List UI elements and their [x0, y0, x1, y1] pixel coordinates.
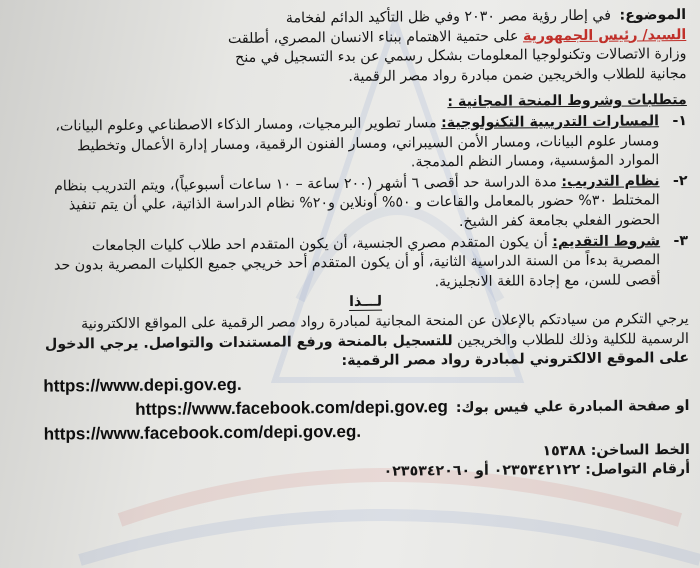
contact-label: أرقام التواصل:	[585, 461, 691, 479]
facebook-link[interactable]: https://www.facebook.com/depi.gov.eg	[135, 396, 448, 419]
item-number: ١-	[672, 112, 688, 130]
requirement-item-2	[41, 172, 687, 236]
subject-line-2: على حتمية الاهتمام ببناء الانسان المصري، أطلقت	[227, 28, 519, 47]
requirement-item-1	[41, 112, 687, 176]
facebook-link-end[interactable]: https://www.facebook.com/depi.gov.eg.	[43, 421, 362, 444]
requirement-item-3	[42, 232, 688, 296]
item-label: المسارات التدريبية التكنولوجية:	[441, 113, 660, 132]
subject-line-4: مجانية للطلاب والخريجين ضمن مبادرة رواد مصر الرقمية.	[348, 65, 687, 85]
contact-line	[44, 460, 690, 485]
subject-line-3: وزارة الاتصالات وتكنولوجيا المعلومات بشكل رسمي عن بدء التسجيل في منح	[235, 46, 687, 67]
request-paragraph	[43, 310, 689, 374]
website-link[interactable]: https://www.depi.gov.eg.	[43, 374, 242, 396]
item-label: شروط التقديم:	[552, 232, 661, 250]
hotline-number: ١٥٣٨٨	[542, 442, 586, 459]
request-text: يرجي التكرم من سيادتكم بالإعلان عن المنحة المجانية لمبادرة رواد مصر الرقمية على المواقع الالكترونية الرسمية للكلية وذلك للطلاب والخريجين	[81, 310, 689, 349]
item-number: ٣-	[673, 232, 689, 249]
hotline-label: الخط الساخن:	[590, 441, 690, 459]
item-text: أن يكون المتقدم مصري الجنسية، أن يكون المتقدم احد طلاب كليات الجامعات المصرية بدءاً من السنة الدراسية الثانية، أو أن يكون المتقدم أحد خريجي جميع الكليات المصرية بدون حد أقصى للسن، مع إجادة اللغة الانجليزية.	[53, 233, 661, 290]
item-text: مدة الدراسة حد أقصى ٦ أشهر (٢٠٠ ساعة – ١٠ ساعات أسبوعياً)، ويتم التدريب بنظام المختلط ٣٠% حضور بالمعامل والقاعات و ٥٠% أونلاين و٢٠% نظام الدراسة الذاتية، علي أن يتم تنفيذ الحضور الفعلي بجامعة كفر الشيخ.	[54, 173, 660, 230]
item-number: ٢-	[672, 172, 688, 189]
item-text: مسار تطوير البرمجيات، ومسار الذكاء الاصطناعي وعلوم البيانات، ومسار علوم البيانات، ومسار الأمن السيبراني، ومسار الفنون الرقمية، ومسار إدارة الأعمال وتخطيط الموارد المؤسسية، ومسار النظم المدمجة.	[55, 115, 660, 171]
president-title: السيد/ رئيس الجمهورية	[522, 26, 687, 45]
request-bold-text: للتسجيل بالمنحة ورفع المستندات والتواصل. يرجي الدخول على الموقع الالكتروني لمبادرة رواد مصر الرقمية:	[44, 332, 690, 370]
contact-numbers: ٠٢٣٥٣٤٢١٢٢ أو ٠٢٣٥٣٤٢٠٦٠	[383, 462, 581, 480]
subject-line-1: في إطار رؤية مصر ٢٠٣٠ وفي ظل التأكيد الدائم لفخامة	[285, 7, 612, 27]
subject-paragraph	[40, 6, 687, 90]
hence-text: لـــذا	[349, 293, 383, 311]
facebook-label: او صفحة المبادرة علي فيس بوك:	[455, 397, 690, 416]
subject-heading: الموضوع:	[619, 6, 687, 24]
requirements-title: متطلبات وشروط المنحة المجانية :	[447, 92, 687, 111]
item-label: نظام التدريب:	[561, 172, 660, 190]
letter-body	[40, 6, 691, 568]
